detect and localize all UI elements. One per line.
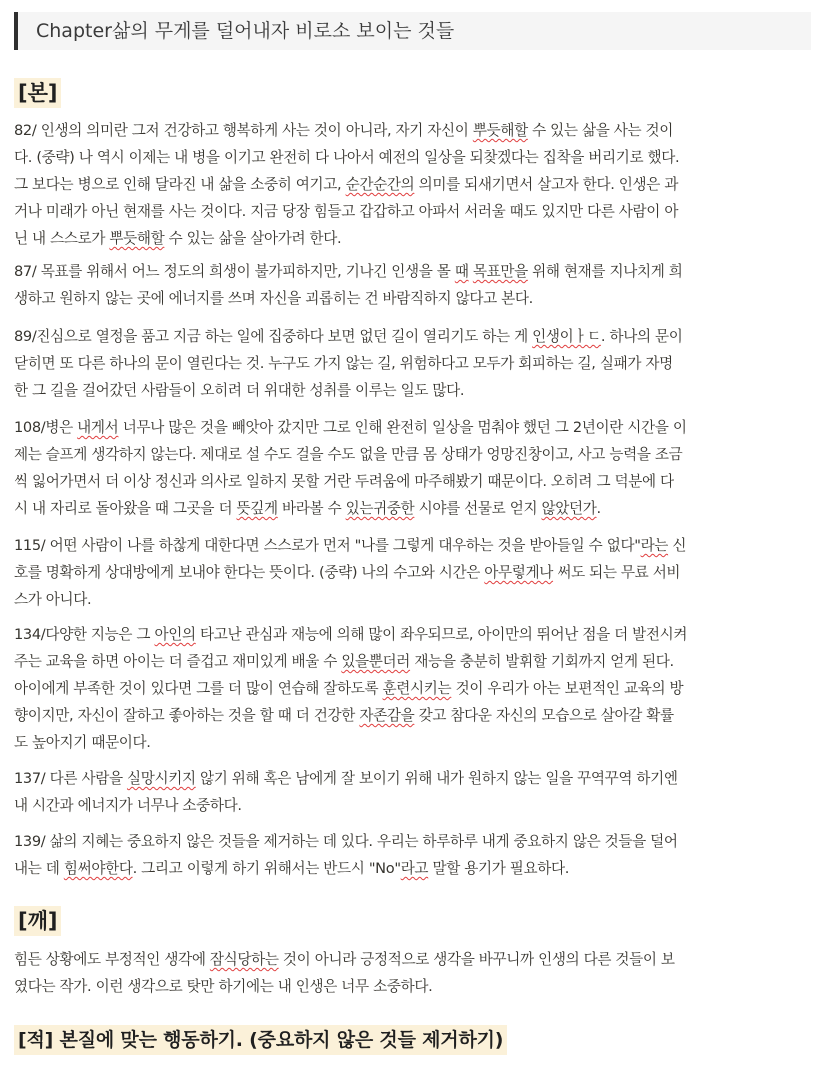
text-run: 바라볼 수 — [277, 500, 346, 517]
text-run: 것이 우리가 아는 보편적인 교육의 방 — [451, 680, 684, 697]
paragraph-line — [14, 350, 811, 377]
spellcheck-flagged-word: 있을뿐더러 — [341, 653, 411, 670]
text-run: 호를 명확하게 상대방에게 보내야 한다는 뜻이다. (중략) 나의 수고와 시간은 — [14, 564, 485, 581]
chapter-title: 삶의 무게를 덜어내자 비로소 보이는 것들 — [111, 20, 455, 42]
text-run: 생하고 원하지 않는 곳에 에너지를 쓰며 자신을 괴롭히는 건 바람직하지 않다고 본다. — [14, 290, 533, 307]
spellcheck-flagged-word: 내게서 — [77, 419, 119, 436]
paragraph-line — [14, 198, 811, 225]
paragraph-line — [14, 828, 811, 855]
paragraph-108 — [14, 414, 811, 522]
text-run: 너무나 많은 것을 빼앗아 갔지만 그로 인해 완전히 일상을 멈춰야 했던 그 2년이란 시간을 이 — [118, 419, 687, 436]
text-run: 115/ 어떤 사람이 나를 하찮게 대한다면 스스로가 먼저 "나를 그렇게 대우하는 것을 받아들일 수 없다" — [14, 537, 641, 554]
paragraph-line — [14, 855, 811, 882]
text-run: . — [596, 500, 601, 517]
spellcheck-flagged-word: 때 — [454, 263, 469, 280]
spellcheck-flagged-word: 뿌듯해할 — [472, 122, 528, 139]
paragraph-line — [14, 468, 811, 495]
paragraph-line — [14, 559, 811, 586]
paragraph-line — [14, 117, 811, 144]
paragraph-137 — [14, 765, 811, 819]
text-run: 닫히면 또 다른 하나의 문이 열린다는 것. 누구도 가지 않는 길, 위험하다고 모두가 회피하는 길, 실패가 자명 — [14, 355, 673, 372]
text-run: 시 내 자리로 돌아왔을 때 그곳을 더 — [14, 500, 237, 517]
text-run: 였다는 작가. 이런 생각으로 탓만 하기에는 내 인생은 너무 소중하다. — [14, 978, 433, 995]
paragraph-line — [14, 621, 811, 648]
paragraph-line — [14, 946, 811, 973]
text-run: 그 보다는 병으로 인해 달라진 내 삶을 소중히 여기고, — [14, 176, 346, 193]
spellcheck-flagged-word: 잠식당하는 — [209, 951, 279, 968]
text-run: 137/ 다른 사람을 — [14, 770, 127, 787]
section-heading-kkae: [깨] — [14, 906, 61, 936]
text-run: 주는 교육을 하면 아이는 더 즐겁고 재미있게 배울 수 — [14, 653, 342, 670]
text-run: 시야를 선물로 얻지 — [414, 500, 542, 517]
text-run: 제는 슬프게 생각하지 않는다. 제대로 설 수도 걸을 수도 없을 만큼 몸 상태가 엉망진창이고, 사고 능력을 조금 — [14, 446, 683, 463]
text-run: 향이지만, 자신이 잘하고 좋아하는 것을 할 때 더 건강한 — [14, 707, 360, 724]
paragraph-line — [14, 729, 811, 756]
spellcheck-flagged-word: 않았던가 — [541, 500, 597, 517]
spellcheck-flagged-word: 있는귀중한 — [345, 500, 415, 517]
section-heading-jeok: [적] 본질에 맞는 행동하기. (중요하지 않은 것들 제거하기) — [14, 1025, 507, 1055]
text-run: 내 시간과 에너지가 너무나 소중하다. — [14, 797, 242, 814]
text-run: 힘든 상황에도 부정적인 생각에 — [14, 951, 210, 968]
text-run: 89/진심으로 열정을 품고 지금 하는 일에 집중하다 보면 없던 길이 열리기도 하는 게 — [14, 328, 533, 345]
paragraph-139 — [14, 828, 811, 882]
text-run: 다. (중략) 나 역시 이제는 내 병을 이기고 완전히 다 나아서 예전의 일상을 되찾겠다는 집착을 버리기로 했다. — [14, 149, 680, 166]
text-run: 의미를 되새기면서 살고자 한다. 인생은 과 — [414, 176, 679, 193]
text-run: 갖고 참다운 자신의 모습으로 살아갈 확률 — [414, 707, 674, 724]
chapter-label: Chapter — [36, 20, 112, 42]
paragraph-line — [14, 648, 811, 675]
text-run: 내는 데 — [14, 860, 64, 877]
text-run: 거나 미래가 아닌 현재를 사는 것이다. 지금 당장 힘들고 갑갑하고 아파서 서러울 때도 있지만 다른 사람이 아 — [14, 203, 679, 220]
paragraph-line — [14, 675, 811, 702]
paragraph-line — [14, 532, 811, 559]
text-run: 타고난 관심과 재능에 의해 많이 좌우되므로, 아이만의 뛰어난 점을 더 발전시켜 — [195, 626, 688, 643]
text-run: 닌 내 스스로가 — [14, 230, 110, 247]
paragraph-line — [14, 323, 811, 350]
text-run: 것이 아니라 긍정적으로 생각을 바꾸니까 인생의 다른 것들이 보 — [278, 951, 675, 968]
paragraph-line — [14, 144, 811, 171]
paragraph-line — [14, 792, 811, 819]
section-heading-bon: [본] — [14, 78, 61, 108]
text-run: 써도 되는 무료 서비 — [553, 564, 681, 581]
text-run: 스가 아니다. — [14, 591, 92, 608]
paragraph-line — [14, 285, 811, 312]
chapter-heading — [14, 12, 811, 50]
spellcheck-flagged-word: 훈련시키는 — [382, 680, 452, 697]
text-run: 아이에게 부족한 것이 있다면 그를 더 많이 연습해 잘하도록 — [14, 680, 383, 697]
text-run: 87/ 목표를 위해서 어느 정도의 희생이 불가피하지만, 기나긴 인생을 몰 — [14, 263, 455, 280]
paragraph-line — [14, 765, 811, 792]
paragraph-line — [14, 377, 811, 404]
paragraph-82 — [14, 117, 811, 252]
text-run: 134/다양한 지능은 그 — [14, 626, 155, 643]
text-run: 한 그 길을 걸어갔던 사람들이 오히려 더 위대한 성취를 이루는 일도 많다. — [14, 382, 465, 399]
spellcheck-flagged-word: 목표만을 — [472, 263, 528, 280]
paragraph-line — [14, 414, 811, 441]
text-run: . 그리고 이렇게 하기 위해서는 반드시 "No" — [132, 860, 401, 877]
paragraph-line — [14, 171, 811, 198]
text-run: 82/ 인생의 의미란 그저 건강하고 행복하게 사는 것이 아니라, 자기 자신이 — [14, 122, 473, 139]
text-run: 도 높아지기 때문이다. — [14, 734, 151, 751]
text-run: 위해 현재를 지나치게 희 — [527, 263, 683, 280]
paragraph-134 — [14, 621, 811, 756]
spellcheck-flagged-word: 인생이ㅏㄷ — [532, 328, 601, 345]
paragraph-line — [14, 973, 811, 1000]
text-run: . 하나의 문이 — [600, 328, 683, 345]
spellcheck-flagged-word: 뿌듯해할 — [109, 230, 165, 247]
spellcheck-flagged-word: 뜻깊게 — [236, 500, 278, 517]
text-run: 재능을 충분히 발휘할 기회까지 얻게 된다. — [410, 653, 674, 670]
spellcheck-flagged-word: 자존감을 — [359, 707, 415, 724]
paragraph-line — [14, 258, 811, 285]
text-run: 108/병은 — [14, 419, 78, 436]
text-run: 씩 잃어가면서 더 이상 정신과 의사로 일하지 못할 거란 두려움에 마주해봤기 때문이다. 오히려 그 덕분에 다 — [14, 473, 674, 490]
text-run: 수 있는 삶을 사는 것이 — [527, 122, 674, 139]
paragraph-87 — [14, 258, 811, 312]
paragraph-line — [14, 702, 811, 729]
spellcheck-flagged-word: 순간순간의 — [345, 176, 415, 193]
spellcheck-flagged-word: 힘써야한다 — [63, 860, 133, 877]
text-run: 말할 용기가 필요하다. — [428, 860, 570, 877]
paragraph-line — [14, 225, 811, 252]
paragraph-line — [14, 441, 811, 468]
spellcheck-flagged-word: 실망시키지 — [126, 770, 196, 787]
paragraph-89 — [14, 323, 811, 404]
paragraph-115 — [14, 532, 811, 613]
text-run: 신 — [668, 537, 687, 554]
paragraph-line — [14, 586, 811, 613]
text-run: 수 있는 삶을 살아가려 한다. — [164, 230, 342, 247]
paragraph-line — [14, 495, 811, 522]
paragraph-reflection — [14, 946, 811, 1000]
spellcheck-flagged-word: 라는 — [640, 537, 669, 554]
spellcheck-flagged-word: 아무렇게나 — [484, 564, 554, 581]
spellcheck-flagged-word: 라고 — [400, 860, 429, 877]
text-run: 않기 위해 혹은 남에게 잘 보이기 위해 내가 원하지 않는 일을 꾸역꾸역 하기엔 — [195, 770, 678, 787]
text-run: 139/ 삶의 지혜는 중요하지 않은 것들을 제거하는 데 있다. 우리는 하루하루 내게 중요하지 않은 것들을 덜어 — [14, 833, 678, 850]
spellcheck-flagged-word: 아인의 — [154, 626, 196, 643]
